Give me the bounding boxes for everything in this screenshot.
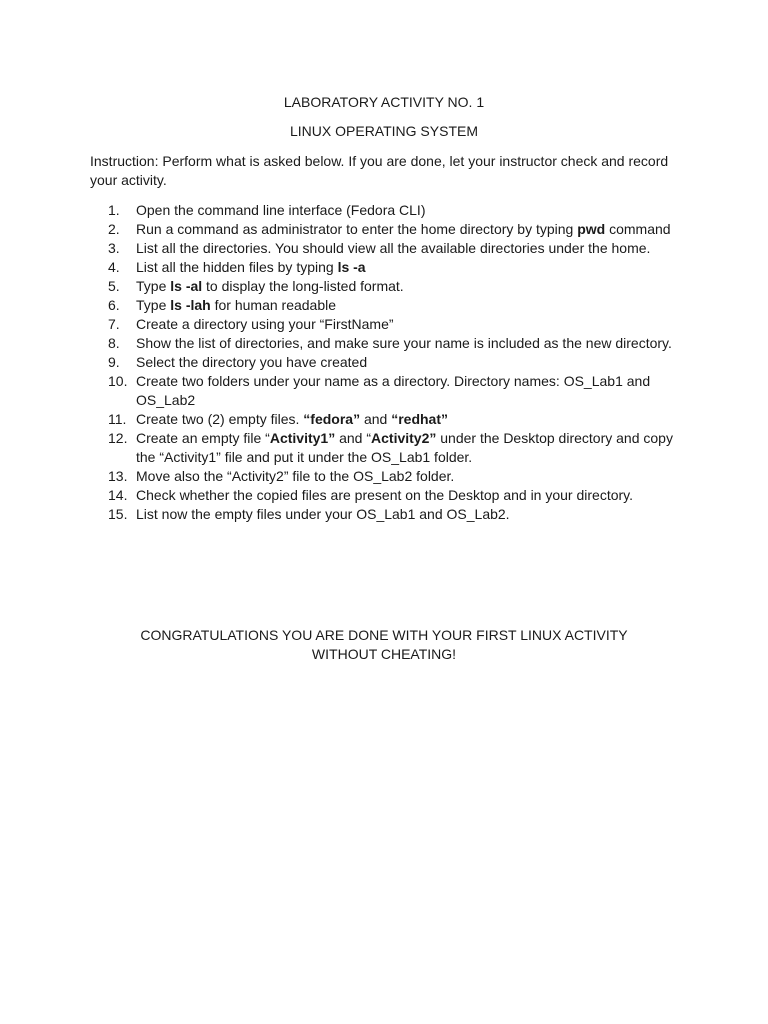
task-text-segment: Type xyxy=(136,297,171,313)
task-text-segment: Open the command line interface (Fedora CLI) xyxy=(136,202,426,218)
task-item xyxy=(108,296,688,315)
task-text-segment: List all the hidden files by typing xyxy=(136,259,338,275)
task-text-segment: Create an empty file “ xyxy=(136,430,270,446)
instruction-paragraph: Instruction: Perform what is asked below. If you are done, let your instructor check and record your activity. xyxy=(90,153,669,188)
task-number: 8. xyxy=(108,335,120,351)
task-item xyxy=(108,429,688,467)
task-number: 5. xyxy=(108,278,120,294)
task-text-segment: Show the list of directories, and make sure your name is included as the new directory. xyxy=(136,335,672,351)
task-text-segment: Select the directory you have created xyxy=(136,354,368,370)
closing-line-2: WITHOUT CHEATING! xyxy=(311,646,457,662)
task-text xyxy=(136,486,688,505)
task-number: 2. xyxy=(108,221,120,237)
task-number: 12. xyxy=(108,430,128,446)
task-text-segment: Run a command as administrator to enter the home directory by typing xyxy=(136,221,578,237)
task-text xyxy=(136,239,688,258)
task-number: 11. xyxy=(108,411,127,427)
task-text xyxy=(136,277,688,296)
task-text xyxy=(136,296,688,315)
task-text xyxy=(136,467,688,486)
task-item xyxy=(108,334,688,353)
task-text xyxy=(136,353,688,372)
closing-message xyxy=(0,626,768,664)
task-text xyxy=(136,334,688,353)
task-text-segment: Move also the “Activity2” file to the OS_Lab2 folder. xyxy=(136,468,455,484)
task-text xyxy=(136,258,688,277)
task-item xyxy=(108,315,688,334)
task-text-segment: Check whether the copied files are present on the Desktop and in your directory. xyxy=(136,487,634,503)
task-item xyxy=(108,372,688,410)
task-command: Activity1” xyxy=(269,430,336,446)
task-text-segment: Create two folders under your name as a directory. Directory names: OS_Lab1 and OS_Lab2 xyxy=(136,373,651,408)
task-item xyxy=(108,239,688,258)
task-item xyxy=(108,410,688,429)
closing-line-1: CONGRATULATIONS YOU ARE DONE WITH YOUR FIRST LINUX ACTIVITY xyxy=(140,627,628,643)
task-item xyxy=(108,220,688,239)
task-number: 7. xyxy=(108,316,120,332)
task-item xyxy=(108,467,688,486)
task-text xyxy=(136,372,688,410)
task-command: ls -a xyxy=(337,259,366,275)
task-text-segment: List now the empty files under your OS_Lab1 and OS_Lab2. xyxy=(136,506,510,522)
task-text-segment: command xyxy=(605,221,671,237)
task-text-segment: Create two (2) empty files. xyxy=(136,411,304,427)
task-number: 14. xyxy=(108,487,128,503)
task-text xyxy=(136,429,688,467)
task-text xyxy=(136,220,688,239)
task-text xyxy=(136,315,688,334)
task-command: “redhat” xyxy=(391,411,449,427)
task-number: 3. xyxy=(108,240,120,256)
task-number: 9. xyxy=(108,354,120,370)
task-text xyxy=(136,410,688,429)
task-item xyxy=(108,201,688,220)
task-text-segment: for human readable xyxy=(210,297,337,313)
document-subtitle: LINUX OPERATING SYSTEM xyxy=(290,123,478,139)
task-text-segment: to display the long-listed format. xyxy=(202,278,404,294)
task-item xyxy=(108,505,688,524)
task-item xyxy=(108,486,688,505)
task-command: Activity2” xyxy=(371,430,437,446)
task-text-segment: under the Desktop directory and copy the “Activity1” file and put it under the OS_Lab1 folder. xyxy=(136,430,673,465)
task-command: “fedora” xyxy=(303,411,361,427)
task-item xyxy=(108,353,688,372)
task-number: 4. xyxy=(108,259,120,275)
task-text-segment: and “ xyxy=(335,430,372,446)
task-number: 6. xyxy=(108,297,120,313)
task-text-segment: List all the directories. You should view all the available directories under the home. xyxy=(136,240,651,256)
task-number: 15. xyxy=(108,506,128,522)
task-item xyxy=(108,258,688,277)
task-text-segment: Create a directory using your “FirstName” xyxy=(136,316,394,332)
document-title: LABORATORY ACTIVITY NO. 1 xyxy=(283,94,485,110)
task-command: ls -lah xyxy=(170,297,211,313)
task-command: pwd xyxy=(577,221,606,237)
task-number: 1. xyxy=(108,202,120,218)
task-number: 13. xyxy=(108,468,128,484)
task-command: ls -al xyxy=(170,278,203,294)
task-text-segment: Type xyxy=(136,278,171,294)
task-text xyxy=(136,201,688,220)
task-list xyxy=(108,201,688,524)
task-text-segment: and xyxy=(360,411,392,427)
task-number: 10. xyxy=(108,373,128,389)
task-text xyxy=(136,505,688,524)
task-item xyxy=(108,277,688,296)
